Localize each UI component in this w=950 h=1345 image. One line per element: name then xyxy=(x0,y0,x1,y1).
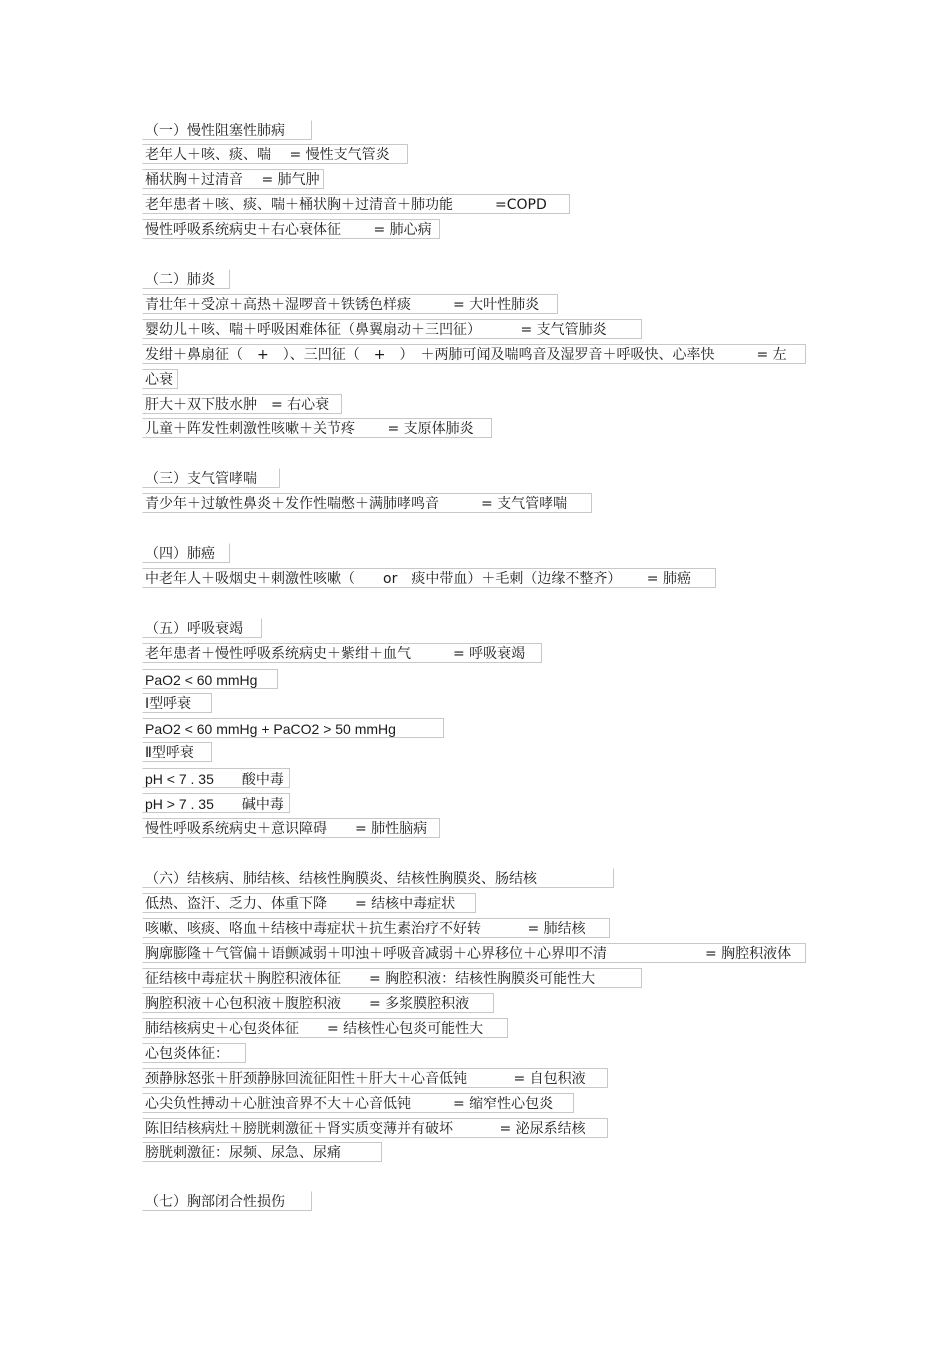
text-line: 心尖负性搏动＋心脏浊音界不大＋心音低钝 = 缩窄性心包炎 xyxy=(142,1093,574,1113)
text-line: 胸廓膨隆＋气管偏＋语颤减弱＋叩浊＋呼吸音减弱＋心界移位＋心界叩不清 = 胸腔积液体 xyxy=(142,943,806,963)
section-heading: （三）支气管哮喘 xyxy=(142,468,280,488)
section-heading: （一）慢性阻塞性肺病 xyxy=(142,120,312,140)
section-heading: （六）结核病、肺结核、结核性胸膜炎、结核性胸膜炎、肠结核 xyxy=(142,868,614,888)
text-line: PaO2 < 60 mmHg xyxy=(142,669,278,689)
text-line: 陈旧结核病灶＋膀胱刺激征＋肾实质变薄并有破坏 = 泌尿系结核 xyxy=(142,1118,608,1138)
text-line: 发绀＋鼻扇征（ + ）、三凹征（ + ） ＋两肺可闻及喘鸣音及湿罗音＋呼吸快、心率快 = 左 xyxy=(142,344,806,364)
text-line: 肺结核病史＋心包炎体征 = 结核性心包炎可能性大 xyxy=(142,1018,508,1038)
text-line: PaO2 < 60 mmHg + PaCO2 > 50 mmHg xyxy=(142,718,444,738)
section-heading: （七）胸部闭合性损伤 xyxy=(142,1191,312,1211)
text-line: 老年患者＋咳、痰、喘＋桶状胸＋过清音＋肺功能 =COPD xyxy=(142,194,570,214)
text-line: 桶状胸＋过清音 = 肺气肿 xyxy=(142,169,324,189)
text-line: 青少年＋过敏性鼻炎＋发作性喘憋＋满肺哮鸣音 = 支气管哮喘 xyxy=(142,493,592,513)
text-line: 心包炎体征： xyxy=(142,1043,246,1063)
text-line: 征结核中毒症状＋胸腔积液体征 = 胸腔积液：结核性胸膜炎可能性大 xyxy=(142,968,642,988)
text-line: 颈静脉怒张＋肝颈静脉回流征阳性＋肝大＋心音低钝 = 自包积液 xyxy=(142,1068,608,1088)
text-line: 低热、盗汗、乏力、体重下降 = 结核中毒症状 xyxy=(142,893,476,913)
text-line: pH > 7 . 35 碱中毒 xyxy=(142,793,290,813)
text-line: Ⅱ型呼衰 xyxy=(142,742,212,762)
text-line: 心衰 xyxy=(142,369,178,389)
text-line: 咳嗽、咳痰、咯血＋结核中毒症状＋抗生素治疗不好转 = 肺结核 xyxy=(142,918,610,938)
text-line: Ⅰ型呼衰 xyxy=(142,693,212,713)
text-line: 老年人＋咳、痰、喘 = 慢性支气管炎 xyxy=(142,144,408,164)
section-heading: （二）肺炎 xyxy=(142,269,230,289)
section-heading: （五）呼吸衰竭 xyxy=(142,618,262,638)
text-line: 肝大＋双下肢水肿 = 右心衰 xyxy=(142,394,342,414)
text-line: 婴幼儿＋咳、喘＋呼吸困难体征（鼻翼扇动＋三凹征） = 支气管肺炎 xyxy=(142,319,642,339)
text-line: pH < 7 . 35 酸中毒 xyxy=(142,768,290,788)
text-line: 儿童＋阵发性刺激性咳嗽＋关节疼 = 支原体肺炎 xyxy=(142,418,492,438)
text-line: 慢性呼吸系统病史＋意识障碍 = 肺性脑病 xyxy=(142,818,440,838)
text-line: 膀胱刺激征：尿频、尿急、尿痛 xyxy=(142,1142,382,1162)
text-line: 老年患者＋慢性呼吸系统病史＋紫绀＋血气 = 呼吸衰竭 xyxy=(142,643,542,663)
section-heading: （四）肺癌 xyxy=(142,543,230,563)
text-line: 胸腔积液＋心包积液＋腹腔积液 = 多浆膜腔积液 xyxy=(142,993,494,1013)
text-line: 青壮年＋受凉＋高热＋湿啰音＋铁锈色样痰 = 大叶性肺炎 xyxy=(142,294,558,314)
text-line: 中老年人＋吸烟史＋刺激性咳嗽（ or 痰中带血）＋毛刺（边缘不整齐） = 肺癌 xyxy=(142,568,716,588)
text-line: 慢性呼吸系统病史＋右心衰体征 = 肺心病 xyxy=(142,219,440,239)
